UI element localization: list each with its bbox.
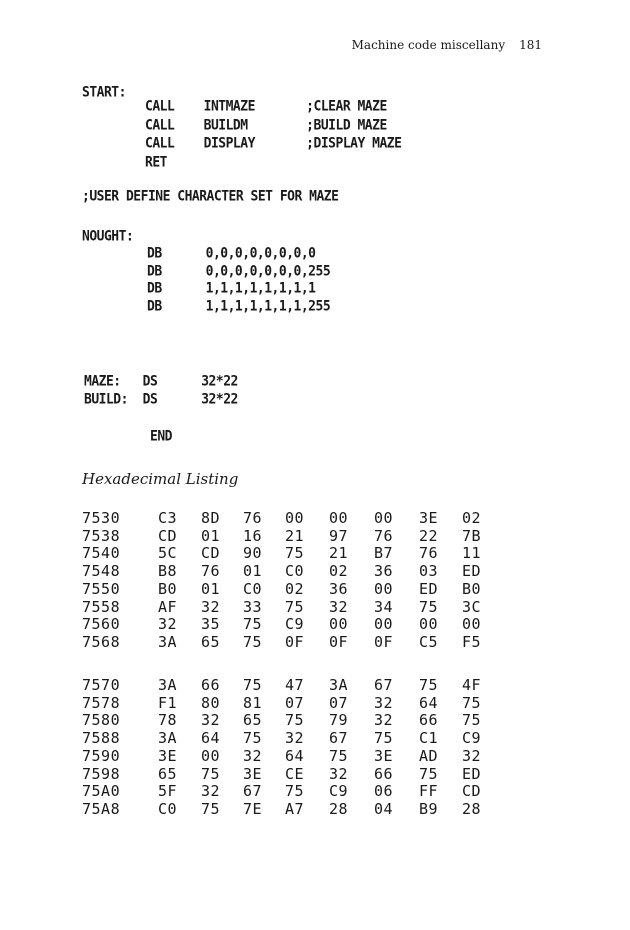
hex-byte: 76: [243, 509, 263, 527]
hex-byte: C0: [285, 562, 305, 580]
hex-byte: C9: [329, 782, 349, 800]
hex-byte: 32: [374, 694, 394, 712]
hex-byte: 8D: [201, 509, 221, 527]
hex-byte: 04: [374, 800, 394, 818]
hex-byte: 75: [285, 782, 305, 800]
hex-byte: 32: [329, 765, 349, 783]
hex-byte: 75: [419, 765, 439, 783]
hex-byte: 36: [329, 580, 349, 598]
hex-byte: ED: [462, 562, 482, 580]
hex-byte: 75: [243, 676, 263, 694]
hex-byte: AF: [158, 598, 178, 616]
hex-byte: 34: [374, 598, 394, 616]
hex-byte: 0F: [285, 633, 305, 651]
hex-byte: 64: [201, 729, 221, 747]
hex-byte: A7: [285, 800, 305, 818]
hex-byte: 75: [243, 615, 263, 633]
hex-address: 7560: [82, 615, 121, 633]
label-nought: NOUGHT:: [82, 228, 134, 245]
hex-byte: 65: [243, 711, 263, 729]
hex-byte: 00: [419, 615, 439, 633]
hex-byte: ED: [419, 580, 439, 598]
hex-byte: 32: [243, 747, 263, 765]
hex-byte: 66: [374, 765, 394, 783]
hex-byte: CE: [285, 765, 305, 783]
table-row: [82, 747, 502, 765]
hex-address: 7530: [82, 509, 121, 527]
hex-byte: CD: [201, 544, 221, 562]
hex-byte: 75: [201, 800, 221, 818]
hex-byte: 00: [201, 747, 221, 765]
hex-byte: 3A: [158, 729, 178, 747]
hex-byte: 21: [329, 544, 349, 562]
hex-byte: 00: [374, 615, 394, 633]
hex-byte: 01: [243, 562, 263, 580]
hex-byte: 16: [243, 527, 263, 545]
hex-byte: 0F: [329, 633, 349, 651]
table-row: [82, 598, 502, 616]
table-row: [82, 729, 502, 747]
hex-byte: 3A: [329, 676, 349, 694]
hex-byte: 7E: [243, 800, 263, 818]
hex-byte: ED: [462, 765, 482, 783]
code-line: DB 0,0,0,0,0,0,0,0: [147, 245, 316, 262]
hex-byte: 32: [201, 711, 221, 729]
hex-byte: 32: [329, 598, 349, 616]
table-row: [82, 580, 502, 598]
code-line: BUILD: DS 32*22: [84, 391, 238, 408]
hex-byte: CD: [462, 782, 482, 800]
table-row: [82, 509, 502, 527]
hex-address: 7598: [82, 765, 121, 783]
code-line: END: [150, 428, 172, 445]
running-title: Machine code miscellany: [351, 38, 506, 52]
hex-byte: 3E: [419, 509, 439, 527]
hex-byte: 75: [285, 544, 305, 562]
hex-byte: 00: [329, 509, 349, 527]
hex-byte: CD: [158, 527, 178, 545]
hex-address: 7588: [82, 729, 121, 747]
hex-address: 75A8: [82, 800, 121, 818]
hex-byte: 0F: [374, 633, 394, 651]
hex-byte: B8: [158, 562, 178, 580]
hex-byte: 3E: [158, 747, 178, 765]
hex-byte: 00: [329, 615, 349, 633]
hex-byte: 3E: [374, 747, 394, 765]
hex-byte: 02: [329, 562, 349, 580]
hex-byte: C0: [158, 800, 178, 818]
hex-byte: 75: [462, 694, 482, 712]
hex-byte: 35: [201, 615, 221, 633]
hex-byte: 90: [243, 544, 263, 562]
hex-byte: 67: [329, 729, 349, 747]
hex-byte: 75: [285, 598, 305, 616]
hex-byte: 3E: [243, 765, 263, 783]
hex-byte: 66: [201, 676, 221, 694]
hex-byte: 03: [419, 562, 439, 580]
hex-byte: 80: [201, 694, 221, 712]
hex-address: 7568: [82, 633, 121, 651]
hex-byte: 11: [462, 544, 482, 562]
hex-byte: 32: [285, 729, 305, 747]
hex-byte: 75: [329, 747, 349, 765]
hex-byte: 5C: [158, 544, 178, 562]
hex-address: 75A0: [82, 782, 121, 800]
hex-byte: 7B: [462, 527, 482, 545]
hex-byte: 32: [201, 782, 221, 800]
hex-byte: 75: [243, 729, 263, 747]
label-start: START:: [82, 84, 126, 101]
hex-byte: 21: [285, 527, 305, 545]
hex-byte: 32: [201, 598, 221, 616]
hex-byte: 28: [462, 800, 482, 818]
code-line: DB 0,0,0,0,0,0,0,255: [147, 263, 331, 280]
hex-byte: F1: [158, 694, 178, 712]
page-number: 181: [519, 38, 542, 52]
hex-address: 7558: [82, 598, 121, 616]
hex-byte: 76: [374, 527, 394, 545]
hex-listing-title: Hexadecimal Listing: [82, 470, 239, 488]
hex-byte: 5F: [158, 782, 178, 800]
hex-byte: 66: [419, 711, 439, 729]
hex-byte: 07: [329, 694, 349, 712]
comment-line: ;USER DEFINE CHARACTER SET FOR MAZE: [82, 188, 339, 205]
hex-byte: 3C: [462, 598, 482, 616]
hex-byte: 36: [374, 562, 394, 580]
code-line: DB 1,1,1,1,1,1,1,255: [147, 298, 331, 315]
hex-byte: B0: [158, 580, 178, 598]
hex-byte: 47: [285, 676, 305, 694]
hex-byte: 67: [374, 676, 394, 694]
hex-byte: 00: [374, 580, 394, 598]
hex-byte: 00: [374, 509, 394, 527]
hex-byte: B7: [374, 544, 394, 562]
hex-byte: 07: [285, 694, 305, 712]
hex-byte: B9: [419, 800, 439, 818]
hex-byte: 32: [374, 711, 394, 729]
table-row: [82, 694, 502, 712]
table-row: [82, 527, 502, 545]
hex-byte: 79: [329, 711, 349, 729]
hex-byte: 64: [419, 694, 439, 712]
table-row: [82, 633, 502, 651]
hex-byte: 33: [243, 598, 263, 616]
table-row: [82, 782, 502, 800]
hex-byte: 00: [285, 509, 305, 527]
hex-address: 7540: [82, 544, 121, 562]
table-row: [82, 562, 502, 580]
hex-address: 7570: [82, 676, 121, 694]
hex-byte: 32: [158, 615, 178, 633]
hex-byte: 75: [374, 729, 394, 747]
table-row: [82, 615, 502, 633]
hex-byte: 97: [329, 527, 349, 545]
hex-byte: 76: [201, 562, 221, 580]
hex-address: 7578: [82, 694, 121, 712]
hex-byte: C1: [419, 729, 439, 747]
hex-byte: C3: [158, 509, 178, 527]
hex-byte: 28: [329, 800, 349, 818]
hex-address: 7590: [82, 747, 121, 765]
code-line: RET: [145, 154, 167, 171]
table-row: [82, 711, 502, 729]
hex-byte: 75: [201, 765, 221, 783]
table-row: [82, 765, 502, 783]
hex-byte: 22: [419, 527, 439, 545]
hex-byte: 06: [374, 782, 394, 800]
table-row: [82, 676, 502, 694]
hex-byte: 00: [462, 615, 482, 633]
hex-byte: AD: [419, 747, 439, 765]
hex-byte: 32: [462, 747, 482, 765]
hex-byte: 3A: [158, 633, 178, 651]
hex-byte: 76: [419, 544, 439, 562]
hex-byte: C9: [462, 729, 482, 747]
hex-byte: 01: [201, 580, 221, 598]
hex-byte: F5: [462, 633, 482, 651]
hex-byte: 01: [201, 527, 221, 545]
hex-byte: FF: [419, 782, 439, 800]
hex-address: 7548: [82, 562, 121, 580]
hex-byte: 75: [419, 598, 439, 616]
code-line: DB 1,1,1,1,1,1,1,1: [147, 280, 316, 297]
hex-byte: 67: [243, 782, 263, 800]
hex-byte: C5: [419, 633, 439, 651]
hex-byte: 02: [462, 509, 482, 527]
hex-byte: 75: [285, 711, 305, 729]
hex-byte: 75: [243, 633, 263, 651]
hex-byte: 78: [158, 711, 178, 729]
hex-address: 7550: [82, 580, 121, 598]
hex-byte: 02: [285, 580, 305, 598]
table-row: [82, 544, 502, 562]
table-row: [82, 800, 502, 818]
code-line: CALL BUILDM ;BUILD MAZE: [145, 117, 387, 134]
hex-byte: 65: [158, 765, 178, 783]
code-line: CALL INTMAZE ;CLEAR MAZE: [145, 98, 387, 115]
hex-byte: 64: [285, 747, 305, 765]
code-line: MAZE: DS 32*22: [84, 373, 238, 390]
hex-byte: 75: [462, 711, 482, 729]
hex-byte: 65: [201, 633, 221, 651]
hex-byte: 81: [243, 694, 263, 712]
hex-byte: 4F: [462, 676, 482, 694]
hex-address: 7538: [82, 527, 121, 545]
code-line: CALL DISPLAY ;DISPLAY MAZE: [145, 135, 402, 152]
hex-byte: 75: [419, 676, 439, 694]
hex-byte: B0: [462, 580, 482, 598]
hex-byte: C0: [243, 580, 263, 598]
hex-address: 7580: [82, 711, 121, 729]
hex-byte: C9: [285, 615, 305, 633]
page-header: [352, 38, 542, 52]
hex-byte: 3A: [158, 676, 178, 694]
